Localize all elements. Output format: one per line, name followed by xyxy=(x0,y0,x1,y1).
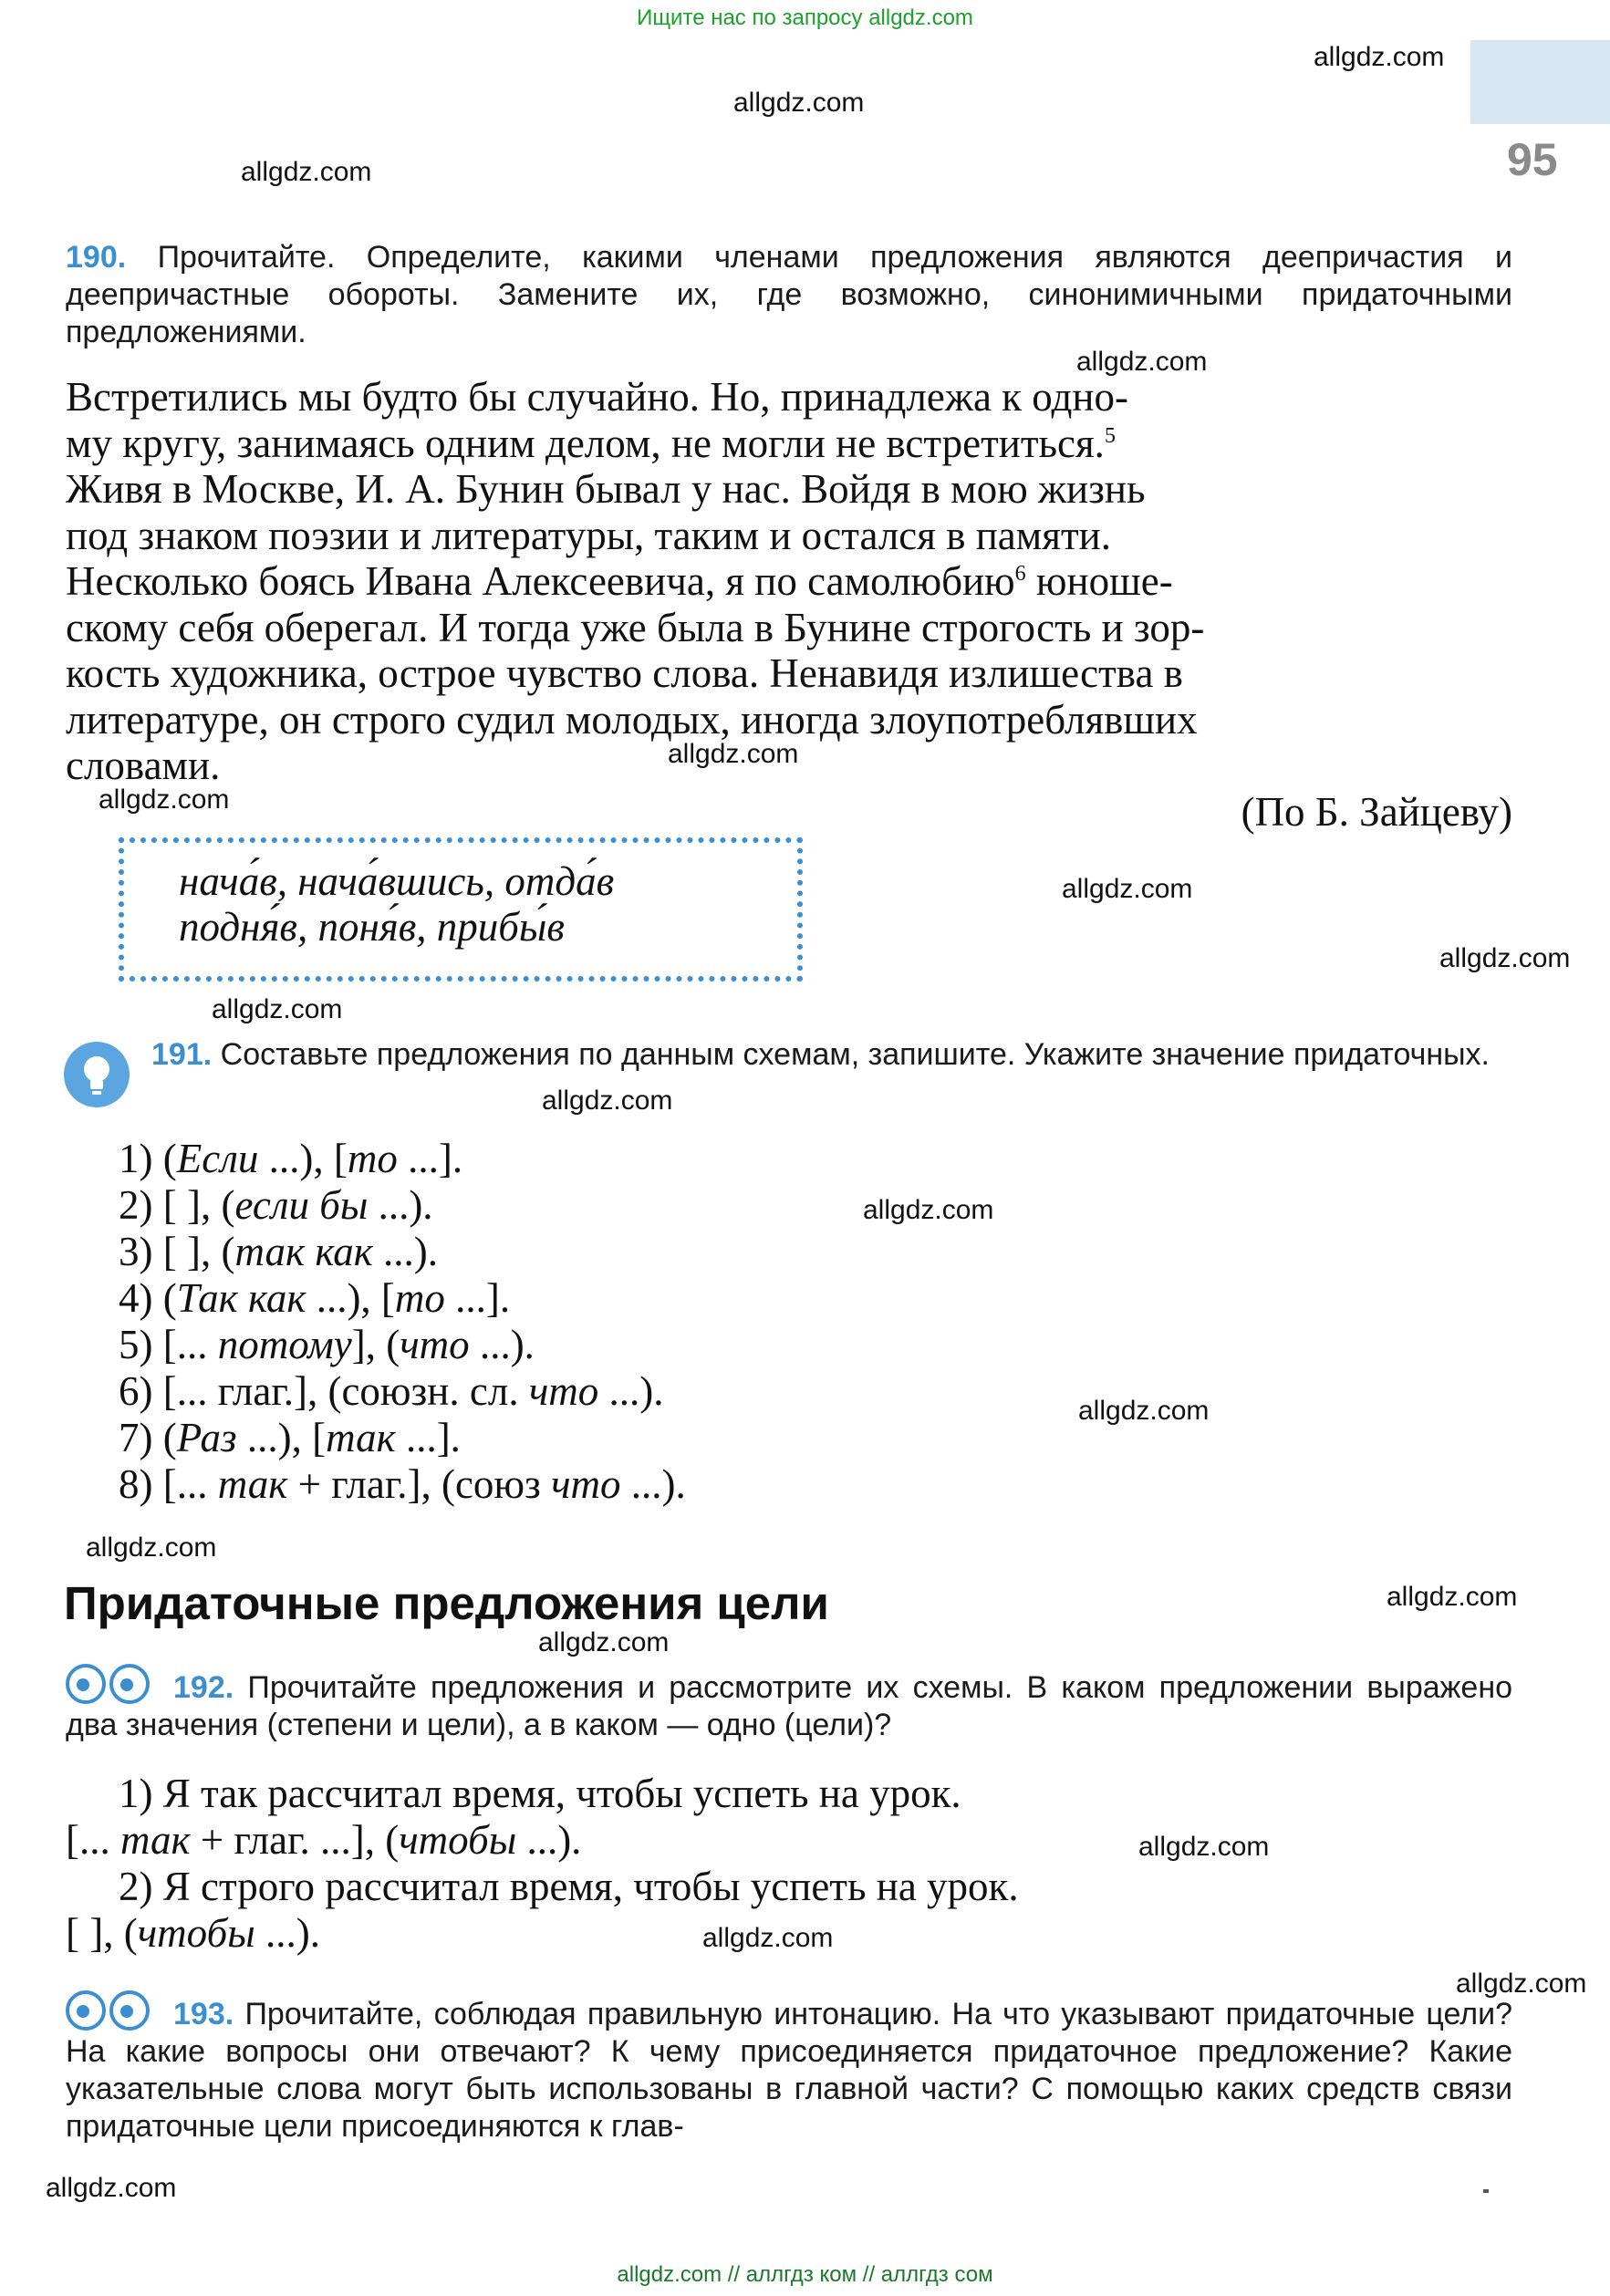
scheme-item: 3) [ ], (так как ...). xyxy=(119,1229,439,1274)
watermark: allgdz.com xyxy=(542,1086,673,1116)
task-number: 190. xyxy=(66,240,127,275)
scheme-item: 8) [... так + глаг.], (союз что ...). xyxy=(119,1461,686,1507)
text-line: под знаком поэзии и литературы, таким и остался в памяти. xyxy=(66,512,1111,558)
instruction-text: Прочитайте. Определите, какими членами предложения являются деепричастия и деепричастные обороты. Замените их, где возможно, синонимичными придаточными предложениями. xyxy=(66,240,1512,349)
text-line: му кругу, занимаясь одним делом, не могли не встретиться.$^5$ xyxy=(66,420,1116,466)
task-193-instruction xyxy=(66,1996,1512,2145)
scan-speck xyxy=(1483,2189,1489,2193)
example-sentence: 2) Я строго рассчитал время, чтобы успеть на урок. xyxy=(119,1864,1019,1909)
example-scheme: [ ], (чтобы ...). xyxy=(66,1910,320,1956)
watermark: allgdz.com xyxy=(241,157,372,187)
watermark: allgdz.com xyxy=(1456,1969,1587,1999)
scheme-item: 2) [ ], (если бы ...). xyxy=(119,1182,433,1228)
watermark: allgdz.com xyxy=(1387,1582,1518,1612)
scheme-item: 4) (Так как ...), [то ...]. xyxy=(119,1275,511,1321)
instruction-text: Прочитайте предложения и рассмотрите их схемы. В каком предложении выражено два значения (степени и цели), а в каком — одно (цели)? xyxy=(66,1670,1512,1742)
author-attribution: (По Б. Зайцеву) xyxy=(1241,788,1512,835)
text-line: скому себя оберегал. И тогда уже была в Бунине строгость и зор- xyxy=(66,604,1205,650)
page-number: 95 xyxy=(1507,134,1558,185)
task-number: 193. xyxy=(173,1997,234,2031)
watermark: allgdz.com xyxy=(1314,42,1445,72)
text-line: Встретились мы будто бы случайно. Но, принадлежа к одно- xyxy=(66,374,1128,420)
stress-box-line: подня́в, поня́в, прибы́в xyxy=(179,904,565,950)
example-scheme: [... так + глаг. ...], (чтобы ...). xyxy=(66,1817,582,1863)
top-banner: Ищите нас по запросу allgdz.com xyxy=(637,5,973,30)
watermark: allgdz.com xyxy=(46,2173,177,2203)
watermark: allgdz.com xyxy=(1062,874,1193,904)
scheme-item: 1) (Если ...), [то ...]. xyxy=(119,1136,463,1181)
watermark: allgdz.com xyxy=(1076,347,1208,377)
text-line: словами. xyxy=(66,743,221,788)
task-190-text xyxy=(66,374,1512,835)
task-number: 192. xyxy=(173,1670,234,1705)
scheme-item: 6) [... глаг.], (союзн. сл. что ...). xyxy=(119,1368,664,1414)
watermark: allgdz.com xyxy=(1138,1832,1270,1862)
task-192-instruction xyxy=(66,1669,1512,1744)
watermark: allgdz.com xyxy=(1078,1396,1210,1426)
text-line: Несколько боясь Ивана Алексеевича, я по самолюбию$^6$ юноше- xyxy=(66,558,1173,604)
scheme-item: 7) (Раз ...), [так ...]. xyxy=(119,1415,461,1460)
watermark: allgdz.com xyxy=(702,1923,834,1953)
bottom-banner: allgdz.com // аллгдз ком // аллгдз сом xyxy=(617,2262,993,2287)
watermark: allgdz.com xyxy=(99,784,230,815)
lightbulb-icon xyxy=(64,1042,130,1107)
task-190-instruction xyxy=(66,239,1512,351)
instruction-text: Составьте предложения по данным схемам, запишите. Укажите значение придаточных. xyxy=(220,1037,1490,1072)
footnote-mark: 5 xyxy=(1104,423,1116,448)
watermark: allgdz.com xyxy=(1439,943,1571,973)
watermark: allgdz.com xyxy=(212,994,343,1024)
watermark: allgdz.com xyxy=(863,1195,994,1225)
text-line: литературе, он строго судил молодых, иногда злоупотреблявших xyxy=(66,696,1198,743)
footnote-mark: 6 xyxy=(1014,562,1026,586)
watermark: allgdz.com xyxy=(733,88,865,118)
text-line: кость художника, острое чувство слова. Ненавидя излишества в xyxy=(66,650,1183,696)
task-number: 191. xyxy=(151,1037,213,1072)
watermark: allgdz.com xyxy=(86,1532,217,1563)
watermark: allgdz.com xyxy=(538,1627,670,1657)
text-line: Живя в Москве, И. А. Бунин бывал у нас. Войдя в мою жизнь xyxy=(66,466,1146,512)
section-heading: Придаточные предложения цели xyxy=(64,1577,829,1629)
task-191-instruction xyxy=(151,1036,1512,1074)
watermark: allgdz.com xyxy=(668,739,799,769)
example-sentence: 1) Я так рассчитал время, чтобы успеть на урок. xyxy=(119,1771,961,1816)
instruction-text: Прочитайте, соблюдая правильную интонацию. На что указывают придаточные цели? На какие вопросы они отвечают? К чему присоединяется придаточное предложение? Какие указательные слова могут быть использованы в главной части? С помощью каких средств связи придаточные цели присоединяются к глав- xyxy=(66,1997,1512,2144)
scheme-item: 5) [... потому], (что ...). xyxy=(119,1322,535,1367)
page-corner-band xyxy=(1470,40,1610,124)
stress-box-line: нача́в, нача́вшись, отда́в xyxy=(179,858,615,904)
